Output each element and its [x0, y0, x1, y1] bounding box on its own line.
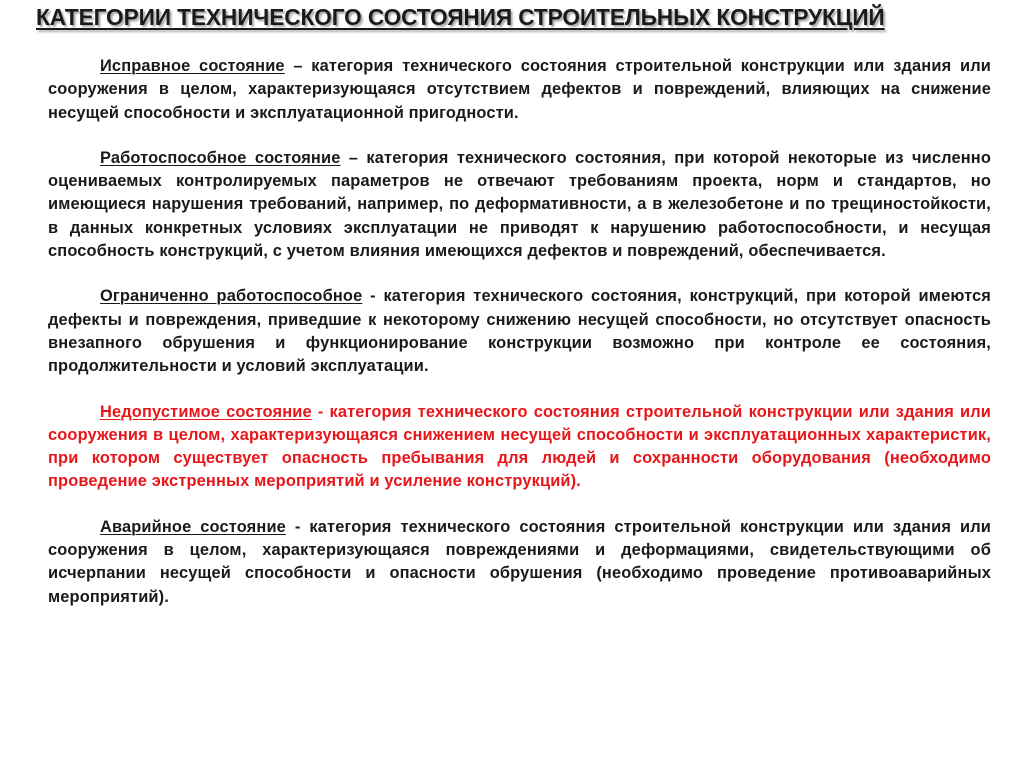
- definition-text-unacceptable: - категория технического состояния строительной конструкции или здания или сооружения в целом, характеризующаяся снижением несущей способности и эксплуатационных характеристик, при котором существует опасность пребывания для людей и сохранности оборудования (необходимо проведение экстренных мероприятий и усиление конструкций).: [48, 402, 992, 491]
- term-unacceptable: Недопустимое состояние: [100, 402, 312, 421]
- definition-operable: [48, 147, 991, 263]
- term-serviceable: Исправное состояние: [100, 57, 285, 75]
- definition-serviceable: [48, 55, 991, 125]
- page-title: КАТЕГОРИИ ТЕХНИЧЕСКОГО СОСТОЯНИЯ СТРОИТЕЛЬНЫХ КОНСТРУКЦИЙ: [36, 4, 885, 30]
- definition-text-operable: – категория технического состояния, при которой некоторые из численно оцениваемых контролируемых параметров не отвечают требованиям проекта, норм и стандартов, но имеющиеся нарушения требований, например, по деформативности, а в железобетоне и по трещиностойкости, в данных конкретных условиях эксплуатации не приводят к нарушению работоспособности, и несущая способность конструкций, с учетом влияния имеющихся дефектов и повреждений, обеспечивается.: [48, 148, 991, 261]
- definition-limited-operable: [48, 285, 991, 378]
- term-limited-operable: Ограниченно работоспособное: [100, 287, 363, 306]
- definitions-list: [48, 55, 991, 631]
- definition-text-emergency: - категория технического состояния строительной конструкции или здания или сооружения в целом, характеризующаяся повреждениями и деформациями, свидетельствующими об исчерпании несущей способности и опасности обрушения (необходимо проведение противоаварийных мероприятий).: [48, 517, 991, 606]
- term-operable: Работоспособное состояние: [100, 148, 341, 167]
- definition-unacceptable: [48, 401, 991, 494]
- definition-emergency: [48, 516, 991, 609]
- term-emergency: Аварийное состояние: [100, 517, 286, 536]
- definition-text-limited-operable: - категория технического состояния, конструкций, при которой имеются дефекты и повреждения, приведшие к некоторому снижению несущей способности, но отсутствует опасность внезапного обрушения и функционирование конструкции возможно при контроле ее состояния, продолжительности и условий эксплуатации.: [48, 287, 992, 376]
- definition-text-serviceable: – категория технического состояния строительной конструкции или здания или сооружения в целом, характеризующаяся отсутствием дефектов и повреждений, влияющих на снижение несущей способности и эксплуатационной пригодности.: [48, 57, 991, 122]
